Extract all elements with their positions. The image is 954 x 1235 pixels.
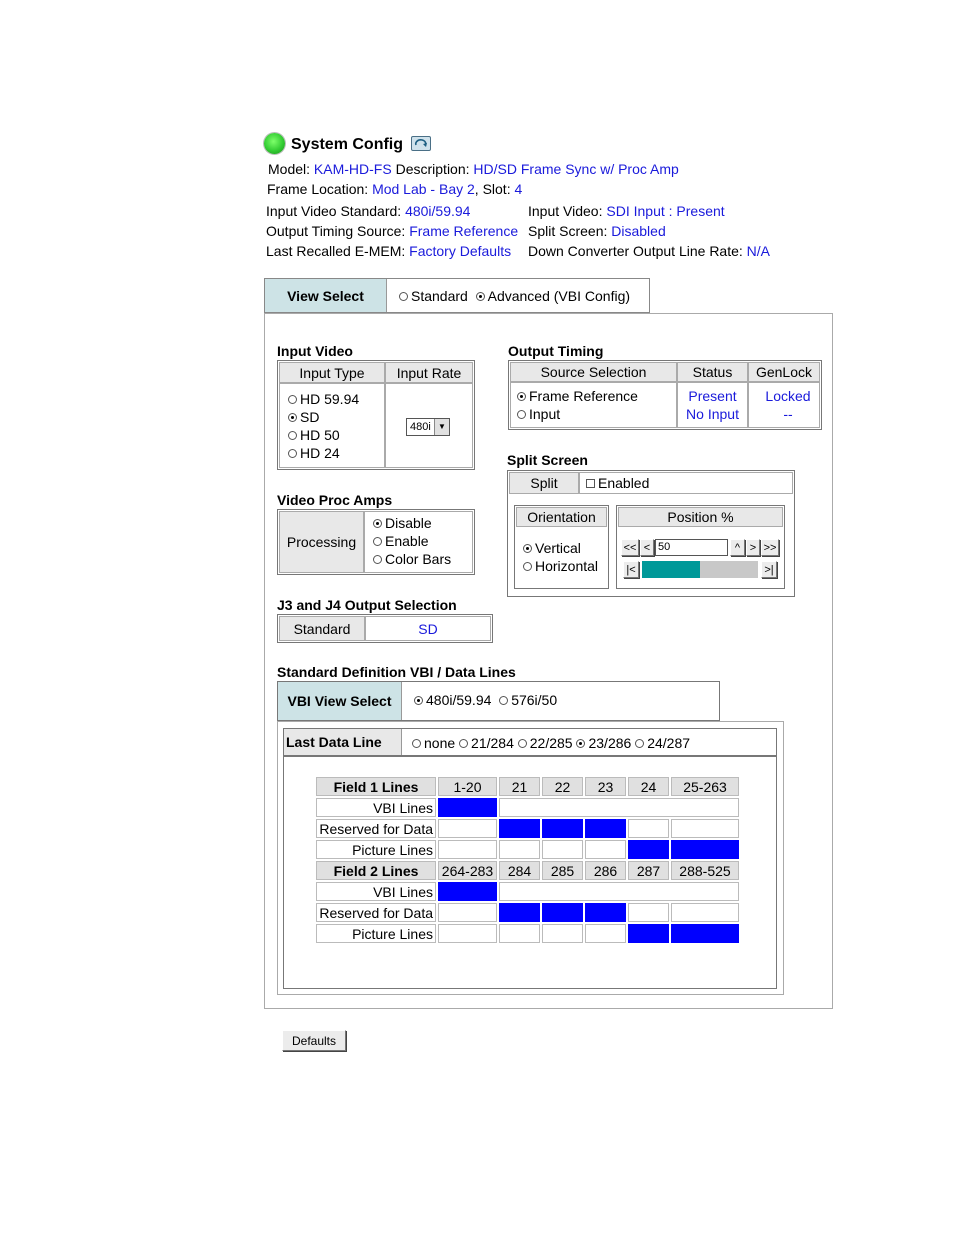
orientation-header: Orientation — [516, 507, 607, 527]
status-led-icon — [264, 133, 285, 154]
input-type-options — [288, 390, 359, 462]
down-converter-link[interactable]: N/A — [746, 243, 771, 259]
model-line: Model: KAM-HD-FS Description: HD/SD Frame Sync w/ Proc Amp — [268, 161, 679, 177]
vbi-cell-empty — [671, 819, 739, 838]
view-select-options — [399, 287, 630, 305]
field1-header-row — [316, 777, 739, 796]
status-input[interactable]: No Input — [686, 406, 739, 422]
position-input[interactable]: 50 — [655, 539, 728, 556]
vbi-cell-filled — [438, 798, 497, 817]
last-data-line-label: Last Data Line — [284, 729, 402, 755]
table-row — [316, 840, 739, 859]
processing-label: Processing — [279, 511, 364, 573]
vbi-cell-empty — [438, 819, 497, 838]
position-prev-button[interactable]: < — [640, 539, 654, 556]
orientation-vertical-radio[interactable]: Vertical — [523, 539, 598, 557]
j3j4-standard-label: Standard — [279, 616, 365, 641]
input-rate-select[interactable]: 480i ▼ — [406, 418, 450, 436]
frame-location-line: Frame Location: Mod Lab - Bay 2, Slot: 4 — [267, 181, 523, 197]
status-header: Status — [677, 362, 748, 382]
video-proc-amps-title: Video Proc Amps — [277, 492, 393, 508]
last-recalled-link[interactable]: Factory Defaults — [409, 243, 512, 259]
input-video-line: Input Video: SDI Input : Present — [528, 203, 725, 219]
j3j4-title: J3 and J4 Output Selection — [277, 597, 457, 613]
vbi-cell-empty — [499, 882, 739, 901]
field2-col: 284 — [499, 861, 540, 880]
vbi-view-576i-radio[interactable]: 576i/50 — [499, 692, 557, 708]
vbi-cell-empty — [585, 840, 626, 859]
table-row — [316, 903, 739, 922]
vbi-cell-filled — [542, 819, 583, 838]
vbi-cell-empty — [499, 924, 540, 943]
table-row — [316, 798, 739, 817]
vbi-cell-filled — [499, 819, 540, 838]
split-screen-title: Split Screen — [507, 452, 588, 468]
row-label: Picture Lines — [316, 840, 436, 859]
vbi-title: Standard Definition VBI / Data Lines — [277, 664, 516, 680]
vbi-cell-empty — [671, 903, 739, 922]
input-type-header: Input Type — [279, 362, 385, 383]
orientation-horizontal-radio[interactable]: Horizontal — [523, 557, 598, 575]
vbi-cell-filled — [438, 882, 497, 901]
field2-col: 285 — [542, 861, 583, 880]
table-row — [316, 882, 739, 901]
genlock-values — [752, 387, 824, 423]
input-type-hd5994-radio[interactable]: HD 59.94 — [288, 390, 359, 408]
j3j4-standard-value[interactable]: SD — [365, 616, 491, 641]
field2-col: 286 — [585, 861, 626, 880]
vbi-cell-empty — [438, 840, 497, 859]
status-values — [677, 387, 748, 423]
input-video-standard-link[interactable]: 480i/59.94 — [405, 203, 471, 219]
model-link[interactable]: KAM-HD-FS — [313, 161, 392, 177]
orientation-options — [523, 539, 598, 575]
refresh-icon[interactable] — [411, 136, 431, 151]
input-video-standard-line: Input Video Standard: 480i/59.94 — [266, 203, 471, 219]
source-options — [517, 387, 638, 423]
split-screen-line: Split Screen: Disabled — [528, 223, 666, 239]
position-last-button[interactable]: >> — [761, 539, 779, 556]
field1-col: 23 — [585, 777, 626, 796]
vbi-view-options — [414, 691, 557, 709]
position-next-button[interactable]: > — [746, 539, 760, 556]
field1-col: 24 — [628, 777, 669, 796]
view-standard-radio[interactable]: Standard — [399, 288, 468, 304]
vbi-cell-empty — [542, 840, 583, 859]
split-enabled-checkbox[interactable]: Enabled — [586, 474, 649, 492]
vbi-cell-empty — [438, 903, 497, 922]
position-up-button[interactable]: ^ — [730, 539, 745, 556]
processing-options — [373, 514, 451, 568]
last-data-24-radio[interactable]: 24/287 — [635, 735, 690, 751]
processing-colorbars-radio[interactable]: Color Bars — [373, 550, 451, 568]
input-type-hd24-radio[interactable]: HD 24 — [288, 444, 359, 462]
defaults-button[interactable]: Defaults — [282, 1030, 346, 1051]
vbi-cell-filled — [671, 924, 739, 943]
vbi-view-select-label: VBI View Select — [278, 682, 402, 720]
frame-location-link[interactable]: Mod Lab - Bay 2 — [372, 181, 475, 197]
vbi-cell-filled — [542, 903, 583, 922]
vbi-cell-empty — [585, 924, 626, 943]
processing-disable-radio[interactable]: Disable — [373, 514, 451, 532]
vbi-cell-empty — [628, 819, 669, 838]
source-selection-header: Source Selection — [510, 362, 677, 382]
vbi-cell-filled — [585, 819, 626, 838]
field1-col: 25-263 — [671, 777, 739, 796]
field1-label: Field 1 Lines — [316, 777, 436, 796]
vbi-cell-empty — [438, 924, 497, 943]
last-data-none-radio[interactable]: none — [412, 735, 455, 751]
output-timing-source-link[interactable]: Frame Reference — [409, 223, 519, 239]
status-frame-ref[interactable]: Present — [688, 388, 737, 404]
input-type-sd-radio[interactable]: SD — [288, 408, 359, 426]
processing-enable-radio[interactable]: Enable — [373, 532, 451, 550]
row-label: Reserved for Data — [316, 903, 436, 922]
input-type-hd50-radio[interactable]: HD 50 — [288, 426, 359, 444]
position-slider[interactable] — [642, 561, 758, 578]
view-advanced-radio[interactable]: Advanced (VBI Config) — [476, 288, 630, 304]
split-label: Split — [509, 472, 579, 494]
genlock-input[interactable]: -- — [783, 406, 793, 422]
vbi-cell-filled — [628, 840, 669, 859]
split-screen-link[interactable]: Disabled — [611, 223, 666, 239]
field1-col: 21 — [499, 777, 540, 796]
row-label: Picture Lines — [316, 924, 436, 943]
field2-col: 287 — [628, 861, 669, 880]
slider-max-button[interactable]: >| — [761, 561, 777, 578]
last-data-line-options — [412, 734, 690, 752]
row-label: VBI Lines — [316, 798, 436, 817]
genlock-frame-ref[interactable]: Locked — [765, 388, 811, 404]
vbi-cell-empty — [628, 903, 669, 922]
field2-label: Field 2 Lines — [316, 861, 436, 880]
last-data-23-radio[interactable]: 23/286 — [576, 735, 631, 751]
input-video-title: Input Video — [277, 343, 353, 359]
last-data-21-radio[interactable]: 21/284 — [459, 735, 514, 751]
output-timing-title: Output Timing — [508, 343, 604, 359]
field2-col: 288-525 — [671, 861, 739, 880]
page-title: System Config — [291, 136, 404, 153]
row-label: VBI Lines — [316, 882, 436, 901]
last-data-22-radio[interactable]: 22/285 — [518, 735, 573, 751]
field2-header-row — [316, 861, 739, 880]
chevron-down-icon[interactable]: ▼ — [434, 419, 449, 435]
field2-col: 264-283 — [438, 861, 497, 880]
input-video-link[interactable]: SDI Input : Present — [606, 203, 725, 219]
vbi-cell-filled — [628, 924, 669, 943]
vbi-cell-filled — [671, 840, 739, 859]
source-frame-reference-radio[interactable]: Frame Reference — [517, 387, 638, 405]
field1-col: 22 — [542, 777, 583, 796]
field1-col: 1-20 — [438, 777, 497, 796]
slot-link[interactable]: 4 — [514, 181, 523, 197]
down-converter-line: Down Converter Output Line Rate: N/A — [528, 243, 771, 259]
vbi-cell-empty — [499, 798, 739, 817]
input-rate-header: Input Rate — [385, 362, 473, 383]
vbi-cell-filled — [585, 903, 626, 922]
genlock-header: GenLock — [748, 362, 820, 382]
description-link[interactable]: HD/SD Frame Sync w/ Proc Amp — [473, 161, 679, 177]
position-first-button[interactable]: << — [621, 539, 639, 556]
vbi-lines-table — [314, 775, 741, 945]
vbi-view-480i-radio[interactable]: 480i/59.94 — [414, 692, 491, 708]
table-row — [316, 924, 739, 943]
table-row — [316, 819, 739, 838]
row-label: Reserved for Data — [316, 819, 436, 838]
source-input-radio[interactable]: Input — [517, 405, 638, 423]
vbi-cell-empty — [499, 840, 540, 859]
output-timing-source-line: Output Timing Source: Frame Reference — [266, 223, 519, 239]
view-select-label: View Select — [265, 279, 387, 312]
vbi-cell-filled — [499, 903, 540, 922]
vbi-cell-empty — [542, 924, 583, 943]
last-recalled-line: Last Recalled E-MEM: Factory Defaults — [266, 243, 512, 259]
slider-min-button[interactable]: |< — [623, 561, 639, 578]
position-slider-fill — [642, 561, 700, 578]
position-header: Position % — [618, 507, 783, 527]
